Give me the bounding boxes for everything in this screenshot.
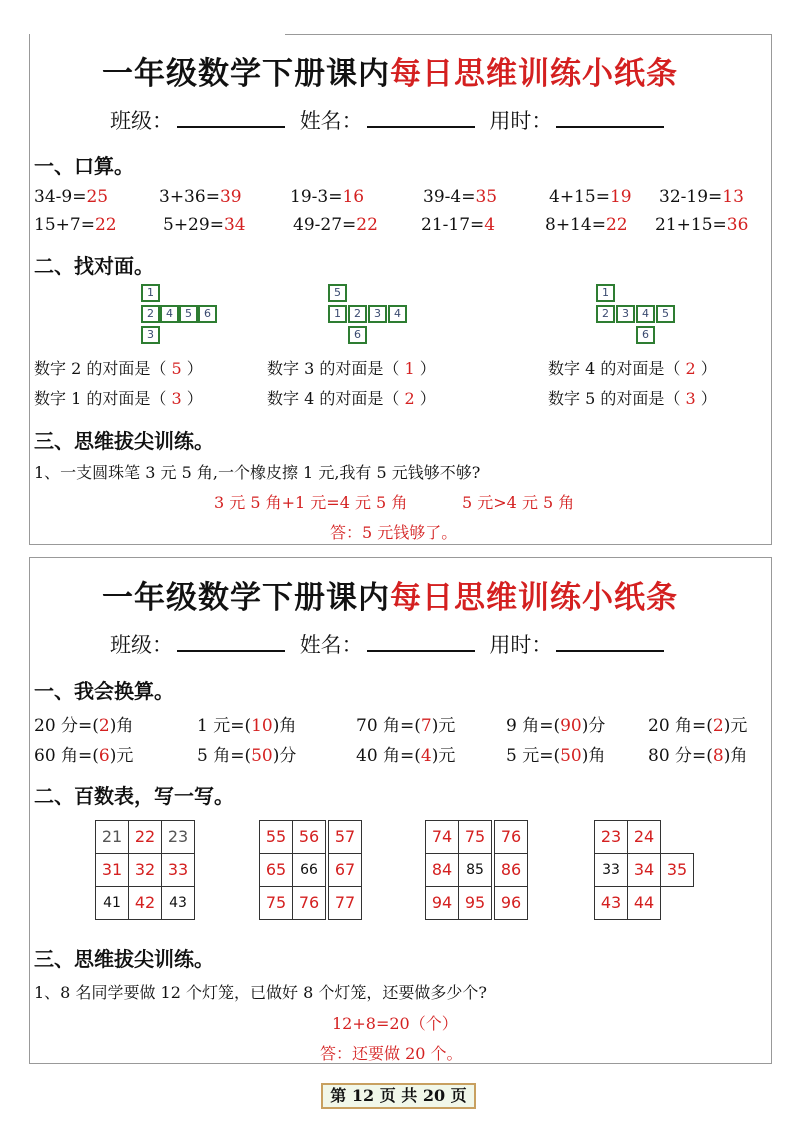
grid-cell: 77 <box>328 886 362 920</box>
calc-item: 4+15=19 <box>549 187 632 207</box>
grid-cell: 23 <box>594 820 628 854</box>
net-cell: 3 <box>368 305 387 323</box>
conv-item: 80 分=(8)角 <box>648 746 748 766</box>
time-field[interactable] <box>556 108 664 128</box>
class-label: 班级： <box>110 633 173 657</box>
grid-cell: 42 <box>128 886 162 920</box>
grid-cell: 35 <box>660 853 694 887</box>
grid-cell: 74 <box>425 820 459 854</box>
grid-cell: 84 <box>425 853 459 887</box>
net-cell: 3 <box>141 326 160 344</box>
face-question: 数字 2 的对面是（ 5 ） <box>34 359 203 378</box>
net-cell: 1 <box>328 305 347 323</box>
time-label: 用时： <box>489 109 553 133</box>
name-label: 姓名： <box>299 109 363 133</box>
net-cell: 6 <box>636 326 655 344</box>
sheet2-header-fields <box>110 629 672 659</box>
sheet2-section1-heading: 一、我会换算。 <box>34 679 174 703</box>
net-cell: 2 <box>596 305 615 323</box>
sheet2-section3-heading: 三、思维拔尖训练。 <box>34 947 214 971</box>
face-question: 数字 4 的对面是（ 2 ） <box>267 389 436 408</box>
grid-cell: 95 <box>458 886 492 920</box>
grid-cell: 56 <box>292 820 326 854</box>
net-cell: 3 <box>616 305 635 323</box>
calc-item: 3+36=39 <box>159 187 242 207</box>
grid-cell: 23 <box>161 820 195 854</box>
calc-item: 34-9=25 <box>34 187 109 207</box>
net-cell: 5 <box>656 305 675 323</box>
sheet1-problem: 1、一支圆珠笔 3 元 5 角,一个橡皮擦 1 元,我有 5 元钱够不够? <box>34 463 481 482</box>
net-cell: 5 <box>179 305 198 323</box>
conv-item: 5 元=(50)角 <box>506 746 606 766</box>
sheet2-answer: 答：还要做 20 个。 <box>320 1044 463 1063</box>
net-cell: 2 <box>348 305 367 323</box>
face-question: 数字 5 的对面是（ 3 ） <box>548 389 717 408</box>
grid-cell: 65 <box>259 853 293 887</box>
sheet1-header-fields <box>110 105 672 135</box>
grid-cell: 24 <box>627 820 661 854</box>
sheet1-section2-heading: 二、找对面。 <box>34 254 154 278</box>
sheet2-section2-heading: 二、百数表，写一写。 <box>34 784 234 808</box>
sheet1-section3-heading: 三、思维拔尖训练。 <box>34 429 214 453</box>
grid-cell: 32 <box>128 853 162 887</box>
grid-cell: 76 <box>494 820 528 854</box>
grid-cell: 75 <box>259 886 293 920</box>
grid-cell: 66 <box>292 853 326 887</box>
grid-cell: 85 <box>458 853 492 887</box>
grid-cell: 22 <box>128 820 162 854</box>
calc-item: 19-3=16 <box>290 187 365 207</box>
face-question: 数字 3 的对面是（ 1 ） <box>267 359 436 378</box>
grid-cell: 43 <box>594 886 628 920</box>
grid-cell: 34 <box>627 853 661 887</box>
net-cell: 1 <box>596 284 615 302</box>
sheet1-answer: 答：5 元钱够了。 <box>330 523 458 542</box>
conv-item: 70 角=(7)元 <box>356 716 456 736</box>
sheet1-title-red: 每日思维训练小纸条 <box>390 56 678 92</box>
calc-item: 8+14=22 <box>545 215 628 235</box>
sheet1-title <box>102 48 678 93</box>
conv-item: 40 角=(4)元 <box>356 746 456 766</box>
grid-cell: 33 <box>161 853 195 887</box>
grid-cell: 86 <box>494 853 528 887</box>
calc-item: 32-19=13 <box>659 187 744 207</box>
class-field[interactable] <box>177 632 285 652</box>
net-cell: 2 <box>141 305 160 323</box>
class-label: 班级： <box>110 109 173 133</box>
net-cell: 4 <box>388 305 407 323</box>
net-cell: 1 <box>141 284 160 302</box>
calc-item: 15+7=22 <box>34 215 117 235</box>
net-cell: 4 <box>636 305 655 323</box>
grid-cell: 33 <box>594 853 628 887</box>
sheet1-title-black: 一年级数学下册课内 <box>102 56 390 92</box>
conv-item: 60 角=(6)元 <box>34 746 134 766</box>
sheet2-title <box>102 572 678 617</box>
grid-cell: 41 <box>95 886 129 920</box>
grid-cell: 67 <box>328 853 362 887</box>
conv-item: 5 角=(50)分 <box>197 746 297 766</box>
calc-item: 39-4=35 <box>423 187 498 207</box>
conv-item: 20 角=(2)元 <box>648 716 748 736</box>
grid-cell: 57 <box>328 820 362 854</box>
name-field[interactable] <box>367 632 475 652</box>
grid-cell: 75 <box>458 820 492 854</box>
calc-item: 49-27=22 <box>293 215 378 235</box>
face-question: 数字 4 的对面是（ 2 ） <box>548 359 717 378</box>
sheet1-solution-1: 3 元 5 角+1 元=4 元 5 角 <box>214 493 408 512</box>
conv-item: 20 分=(2)角 <box>34 716 134 736</box>
calc-item: 21-17=4 <box>421 215 496 235</box>
class-field[interactable] <box>177 108 285 128</box>
grid-cell: 31 <box>95 853 129 887</box>
face-question: 数字 1 的对面是（ 3 ） <box>34 389 203 408</box>
net-cell: 4 <box>160 305 179 323</box>
name-label: 姓名： <box>299 633 363 657</box>
sheet2-title-black: 一年级数学下册课内 <box>102 580 390 616</box>
sheet1-section1-heading: 一、口算。 <box>34 154 134 178</box>
calc-item: 5+29=34 <box>163 215 246 235</box>
grid-cell: 96 <box>494 886 528 920</box>
sheet1-solution-2: 5 元>4 元 5 角 <box>462 493 575 512</box>
grid-cell: 55 <box>259 820 293 854</box>
conv-item: 9 角=(90)分 <box>506 716 606 736</box>
calc-item: 21+15=36 <box>655 215 749 235</box>
grid-cell: 43 <box>161 886 195 920</box>
net-cell: 5 <box>328 284 347 302</box>
name-field[interactable] <box>367 108 475 128</box>
grid-cell: 76 <box>292 886 326 920</box>
net-cell: 6 <box>198 305 217 323</box>
conv-item: 1 元=(10)角 <box>197 716 297 736</box>
grid-cell: 94 <box>425 886 459 920</box>
grid-cell: 44 <box>627 886 661 920</box>
grid-cell: 21 <box>95 820 129 854</box>
time-label: 用时： <box>489 633 553 657</box>
net-cell: 6 <box>348 326 367 344</box>
sheet2-problem: 1、8 名同学要做 12 个灯笼，已做好 8 个灯笼，还要做多少个? <box>34 983 487 1002</box>
page-number: 第 12 页 共 20 页 <box>321 1083 476 1109</box>
sheet2-solution: 12+8=20（个） <box>332 1014 458 1033</box>
time-field[interactable] <box>556 632 664 652</box>
sheet2-title-red: 每日思维训练小纸条 <box>390 580 678 616</box>
